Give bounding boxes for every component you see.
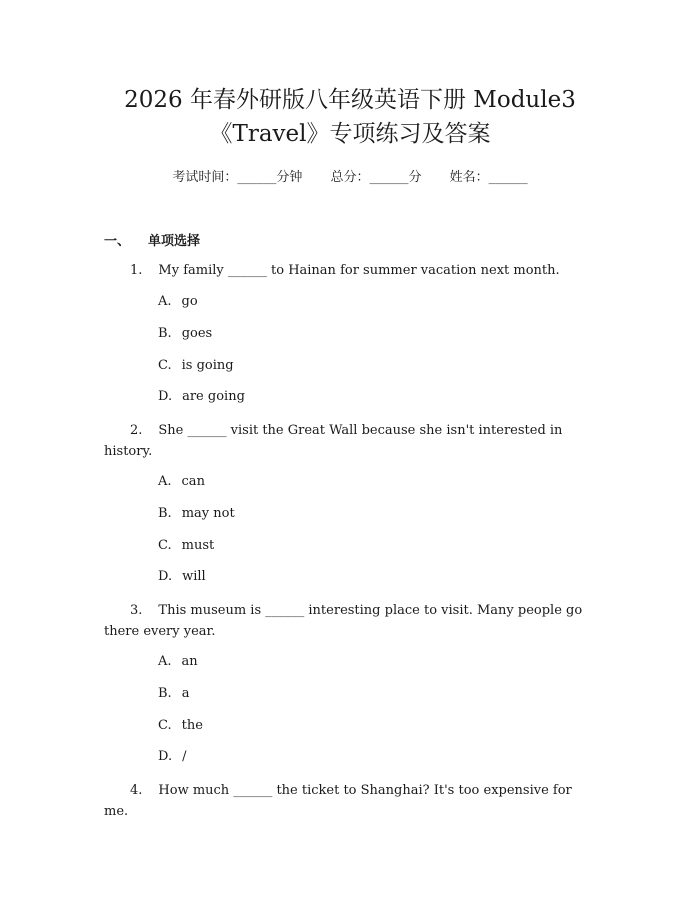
total-score-blank: ______ — [369, 170, 409, 185]
section-heading — [104, 230, 200, 249]
question-1-option-b — [158, 325, 212, 343]
question-1-option-c — [158, 357, 234, 375]
option-text: are going — [182, 389, 245, 404]
question-number: 3. — [130, 603, 143, 618]
exam-time-blank: ______ — [237, 170, 277, 185]
option-text: go — [181, 294, 198, 309]
question-2-option-a — [158, 473, 205, 491]
option-letter: B. — [158, 686, 172, 701]
question-1-option-d — [158, 388, 245, 406]
option-text: a — [181, 686, 190, 701]
option-letter: C. — [158, 538, 172, 553]
document-title-line-1: 2026 年春外研版八年级英语下册 Module3 — [124, 87, 576, 113]
question-text: She ______ visit the Great Wall because she isn't interested in history. — [104, 423, 563, 459]
option-text: goes — [181, 326, 213, 341]
section-title: 单项选择 — [148, 234, 201, 249]
option-letter: D. — [158, 389, 173, 404]
document-title-line-2: 《Travel》专项练习及答案 — [209, 121, 491, 147]
option-letter: A. — [158, 654, 172, 669]
exam-info — [0, 168, 700, 188]
exam-time-unit: 分钟 — [276, 170, 303, 185]
section-number: 一、 — [104, 234, 131, 249]
question-text: How much ______ the ticket to Shanghai? It's too expensive for me. — [104, 783, 572, 819]
student-name — [450, 168, 528, 188]
option-letter: C. — [158, 358, 172, 373]
student-name-label: 姓名： — [449, 170, 489, 185]
option-letter: B. — [158, 506, 172, 521]
question-3-option-c — [158, 717, 203, 735]
option-text: / — [182, 749, 187, 764]
question-2 — [104, 420, 598, 462]
question-3 — [104, 600, 598, 642]
option-letter: D. — [158, 749, 173, 764]
question-number: 4. — [130, 783, 143, 798]
option-text: will — [182, 569, 206, 584]
option-text: can — [181, 474, 205, 489]
total-score — [330, 168, 421, 188]
question-2-option-b — [158, 505, 235, 523]
question-1-option-a — [158, 293, 198, 311]
student-name-blank: ______ — [488, 170, 528, 185]
question-number: 2. — [130, 423, 143, 438]
option-letter: A. — [158, 474, 172, 489]
option-text: may not — [181, 506, 235, 521]
question-number: 1. — [130, 263, 143, 278]
option-text: an — [181, 654, 198, 669]
question-2-option-c — [158, 537, 214, 555]
question-3-option-d — [158, 748, 186, 766]
option-letter: C. — [158, 718, 172, 733]
question-1 — [104, 260, 598, 281]
question-text: My family ______ to Hainan for summer vacation next month. — [158, 263, 560, 278]
total-score-unit: 分 — [408, 170, 422, 185]
option-text: the — [181, 718, 203, 733]
total-score-label: 总分： — [330, 170, 370, 185]
option-text: must — [181, 538, 215, 553]
exam-time — [172, 168, 302, 188]
option-text: is going — [181, 358, 234, 373]
option-letter: D. — [158, 569, 173, 584]
option-letter: B. — [158, 326, 172, 341]
exam-time-label: 考试时间： — [172, 170, 238, 185]
question-2-option-d — [158, 568, 206, 586]
question-text: This museum is ______ interesting place to visit. Many people go there every year. — [104, 603, 583, 639]
option-letter: A. — [158, 294, 172, 309]
question-3-option-a — [158, 653, 198, 671]
question-3-option-b — [158, 685, 189, 703]
question-4 — [104, 780, 598, 822]
